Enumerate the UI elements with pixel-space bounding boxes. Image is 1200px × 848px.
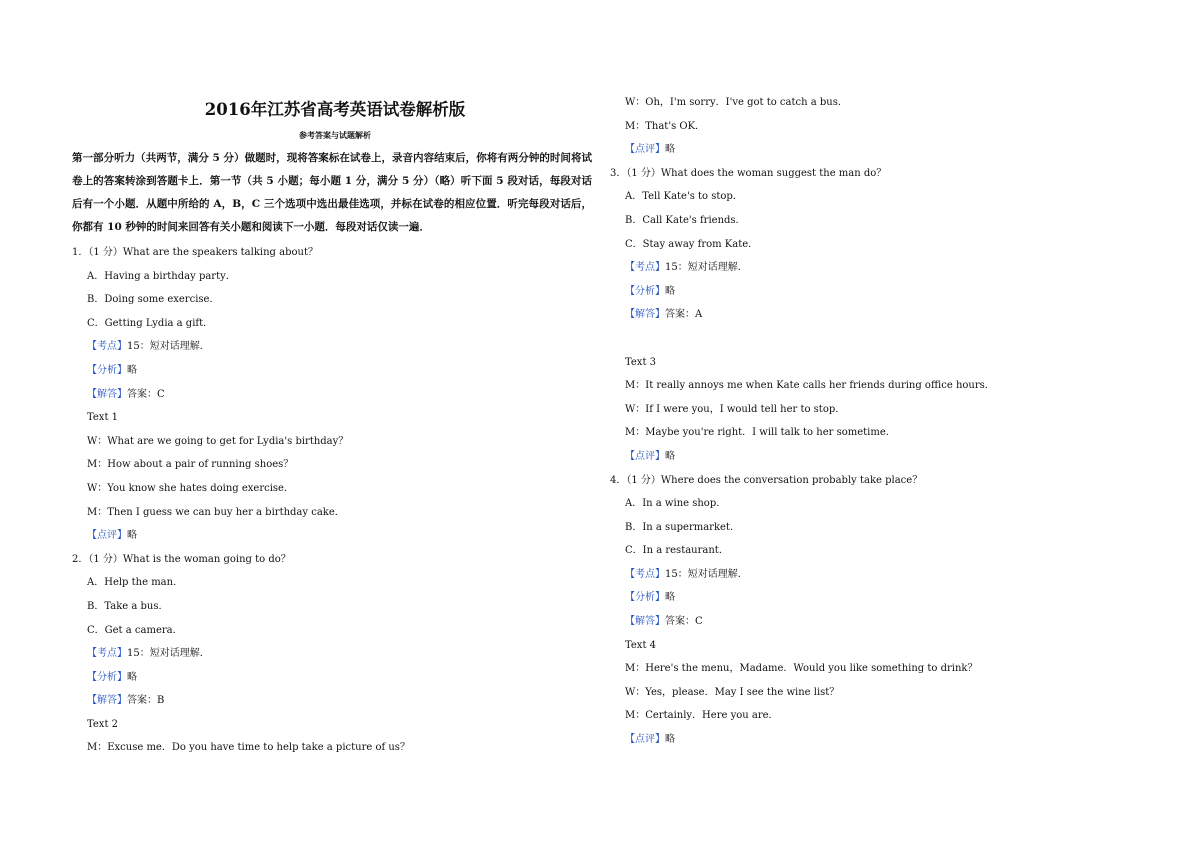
question-4-kaodian: 【考点】15：短对话理解． [625, 568, 748, 580]
jieda-tag: 【解答】 [625, 309, 665, 321]
kaodian-tag: 【考点】 [625, 568, 665, 580]
text-3-label: Text 3 [625, 356, 657, 368]
section-intro: 第一部分听力（共两节，满分 5 分）做题时，现将答案标在试卷上，录音内容结束后，你将有两分钟的时间将试卷上的答案转涂到答题卡上．第一节（共 5 小题；每小题 1 分，满分 5 分）（略）听下面 5 段对话，每段对话后有一个小题．从题中所给的 A，B，C 三个选项中选出最佳选项，并标在试卷的相应位置．听完每段对话后，你都有 10 秒钟的时间来回答有关小题和阅读下一小题．每段对话仅读一遍． [72, 152, 592, 233]
text-4-label: Text 4 [625, 639, 657, 651]
dialog-line: M：How about a pair of running shoes？ [87, 459, 294, 471]
question-4-jieda: 【解答】答案：C [625, 616, 703, 628]
question-2-fenxi: 【分析】略 [87, 671, 137, 683]
question-3-stem: 3．（1 分）What does the woman suggest the man do？ [610, 167, 887, 179]
page-title: 2016年江苏省高考英语试卷解析版 [204, 100, 466, 119]
question-4-option-b: B．In a supermarket． [625, 521, 740, 533]
page-subtitle: 参考答案与试题解析 [299, 130, 371, 140]
text-2-label: Text 2 [87, 718, 119, 730]
dianping-tag: 【点评】 [625, 144, 665, 156]
kaodian-tag: 【考点】 [87, 341, 127, 353]
question-4-fenxi: 【分析】略 [625, 592, 675, 604]
dialog-line: M：Excuse me．Do you have time to help take a picture of us？ [87, 742, 410, 754]
jieda-tag: 【解答】 [87, 388, 127, 400]
question-4-stem: 4．（1 分）Where does the conversation probably take place？ [610, 474, 923, 486]
left-column [72, 241, 592, 760]
kaodian-tag: 【考点】 [87, 648, 127, 660]
dianping-tag: 【点评】 [87, 530, 127, 542]
question-3-option-c: C．Stay away from Kate． [625, 238, 759, 250]
question-2-jieda: 【解答】答案：B [87, 695, 165, 707]
question-1-kaodian: 【考点】15：短对话理解． [87, 341, 210, 353]
dialog-line: W：You know she hates doing exercise． [87, 482, 294, 494]
question-1-jieda: 【解答】答案：C [87, 388, 165, 400]
question-1-dianping: 【点评】略 [87, 530, 137, 542]
jieda-tag: 【解答】 [625, 616, 665, 628]
fenxi-tag: 【分析】 [87, 364, 127, 376]
question-2-dianping: 【点评】略 [625, 144, 675, 156]
question-1-option-c: C．Getting Lydia a gift． [87, 317, 214, 329]
question-4-option-c: C．In a restaurant． [625, 545, 729, 557]
question-3-option-a: A．Tell Kate's to stop． [625, 191, 743, 203]
dialog-line: W：What are we going to get for Lydia's birthday？ [87, 435, 349, 447]
text-1-label: Text 1 [87, 412, 119, 424]
question-2-kaodian: 【考点】15：短对话理解． [87, 648, 210, 660]
question-1-stem: 1．（1 分）What are the speakers talking about？ [72, 247, 318, 258]
question-2-stem: 2．（1 分）What is the woman going to do？ [72, 553, 291, 565]
dialog-line: W：If I were you，I would tell her to stop． [625, 403, 846, 415]
question-3-kaodian: 【考点】15：短对话理解． [625, 262, 748, 274]
question-3-dianping: 【点评】略 [625, 450, 675, 462]
dialog-line: M：Here's the menu，Madame．Would you like something to drink？ [625, 663, 978, 675]
question-3-jieda: 【解答】答案：A [625, 309, 703, 321]
dialog-line: M：Then I guess we can buy her a birthday cake． [87, 506, 345, 518]
question-2-option-b: B．Take a bus． [87, 600, 169, 612]
question-3-fenxi: 【分析】略 [625, 285, 675, 297]
kaodian-tag: 【考点】 [625, 262, 665, 274]
question-4-dianping: 【点评】略 [625, 734, 675, 746]
jieda-tag: 【解答】 [87, 695, 127, 707]
fenxi-tag: 【分析】 [625, 285, 665, 297]
fenxi-tag: 【分析】 [87, 671, 127, 683]
fenxi-tag: 【分析】 [625, 592, 665, 604]
question-2-option-a: A．Help the man． [87, 577, 184, 589]
question-1-option-b: B．Doing some exercise． [87, 294, 220, 306]
dialog-line: M：That's OK． [625, 120, 706, 132]
dialog-line: W：Oh，I'm sorry．I've got to catch a bus． [625, 97, 848, 108]
dianping-tag: 【点评】 [625, 450, 665, 462]
right-column [610, 91, 1130, 752]
spacer [610, 327, 1130, 351]
question-3-option-b: B．Call Kate's friends． [625, 214, 746, 226]
dianping-tag: 【点评】 [625, 734, 665, 746]
question-2-option-c: C．Get a camera． [87, 624, 183, 636]
question-1-option-a: A．Having a birthday party． [87, 270, 236, 282]
dialog-line: W：Yes，please．May I see the wine list？ [625, 686, 840, 698]
dialog-line: M：Certainly．Here you are． [625, 710, 779, 722]
dialog-line: M：It really annoys me when Kate calls her friends during office hours． [625, 380, 995, 392]
question-1-fenxi: 【分析】略 [87, 364, 137, 376]
question-4-option-a: A．In a wine shop． [625, 498, 727, 510]
dialog-line: M：Maybe you're right．I will talk to her sometime． [625, 427, 896, 439]
